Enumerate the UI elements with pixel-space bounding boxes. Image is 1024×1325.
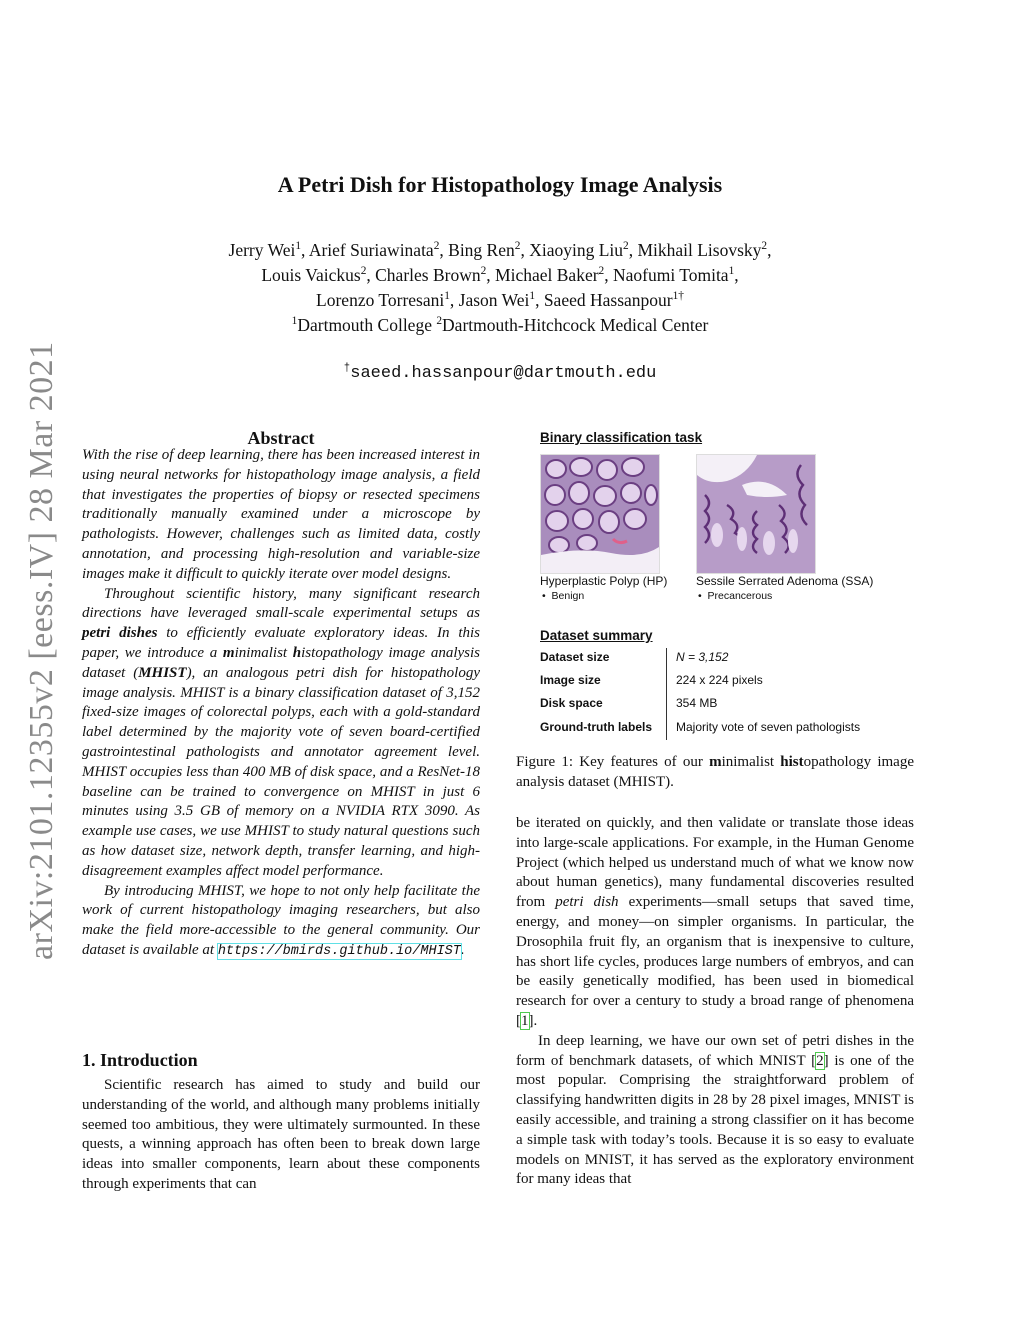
summary-row (538, 696, 918, 718)
summary-value: N = 3,152 (676, 650, 729, 664)
author-name: Lorenzo Torresani (316, 290, 445, 310)
abstract-paragraph-2: Throughout scientific history, many significant research directions have leveraged small-scale experimental setups as petri dishes to efficiently evaluate exploratory ideas. In this paper, we introduce a minimalist histopathology image analysis dataset (MHIST), an analogous petri dish for histopathology image analysis. MHIST is a binary classification dataset of 3,152 fixed-size images of colorectal polyps, each with a gold-standard label determined by the majority vote of seven board-certified gastrointestinal pathologists and annotator agreement level. MHIST occupies less than 400 MB of disk space, and a ResNet-18 baseline can be trained to convergence on MHIST in just 6 minutes using 3.5 GB of memory on a NVIDIA RTX 3090. As example use cases, we use MHIST to study natural questions such as how dataset size, network depth, transfer learning, and high-disagreement examples affect model performance. (82, 585, 481, 879)
author-line-1: Jerry Wei$^1$, Arief Suriawinata$^2$, Bing Ren$^2$, Xiaoying Liu$^2$, Mikhail Lisovsky$^2$, (228, 240, 772, 260)
summary-key: Dataset size (540, 650, 610, 664)
summary-row (538, 673, 918, 695)
author-name: Mikhail Lisovsky (637, 240, 762, 260)
author-line-2: Louis Vaickus$^2$, Charles Brown$^2$, Michael Baker$^2$, Naofumi Tomita$^1$, (261, 265, 739, 285)
citation-link[interactable]: 2 (816, 1052, 824, 1069)
email-address[interactable]: saeed.hassanpour@dartmouth.edu (350, 364, 657, 383)
ssa-sublabel: • Precancerous (698, 590, 773, 602)
author-name: Jason Wei (458, 290, 530, 310)
abstract-body (82, 446, 480, 962)
author-name: Xiaoying Liu (529, 240, 623, 260)
binary-task-heading: Binary classification task (540, 430, 703, 445)
hp-sublabel: • Benign (542, 590, 585, 602)
author-name: Louis Vaickus (261, 265, 361, 285)
arxiv-identifier: arXiv:2101.12355v2 [eess.IV] 28 Mar 2021 (23, 341, 60, 960)
author-line-3: Lorenzo Torresani$^1$, Jason Wei$^1$, Saeed Hassanpour$^{1\dagger}$ (316, 290, 684, 310)
summary-value: 224 x 224 pixels (676, 673, 763, 687)
paper-title: A Petri Dish for Histopathology Image Analysis (277, 172, 723, 197)
summary-key: Image size (540, 673, 601, 687)
affiliation-2: Dartmouth-Hitchcock Medical Center (442, 315, 709, 335)
affiliation-mark: 2 (480, 265, 487, 278)
citation-link[interactable]: 1 (521, 1012, 529, 1029)
author-name: Charles Brown (375, 265, 481, 285)
dagger-mark: † (343, 362, 351, 375)
contact-email (100, 364, 900, 383)
abstract-heading: Abstract (247, 428, 315, 448)
affiliation-mark: 1 (529, 290, 536, 303)
ssa-label: Sessile Serrated Adenoma (SSA) (696, 574, 874, 588)
abstract-paragraph-1: With the rise of deep learning, there has been increased interest in using neural networks for histopathology image analysis, a field that investigates the properties of biopsy or resected specimens traditionally manually examined under a microscope by pathologists. However, challenges such as limited data, costly annotation, and processing high-resolution and variable-size images make it difficult to quickly iterate over model designs. (82, 447, 480, 582)
affiliation-1: Dartmouth College (297, 315, 432, 335)
summary-row (538, 650, 918, 672)
author-name: Bing Ren (448, 240, 515, 260)
author-block (100, 238, 900, 338)
author-name: Arief Suriawinata (308, 240, 434, 260)
right-paragraph-1: be iterated on quickly, and then validate or translate those ideas into large-scale applications. For example, in the Human Genome Project (which helped us understand much of what we know now about human genetics), many fundamental discoveries resulted from petri dish experiments—small setups that saved time, energy, and money—on simpler organisms. In particular, the Drosophila fruit fly, an organism that is inexpensive to culture, has short life cycles, produces large numbers of embryos, and can be easily genetically modified, has been used in biomedical research for over a century to study a broad range of phenomena [1]. (516, 815, 914, 1029)
hp-tissue-image (540, 454, 660, 574)
right-column-body (516, 814, 914, 1190)
summary-row (538, 720, 918, 742)
affiliations (100, 313, 900, 338)
affiliation-mark: 2 (598, 265, 605, 278)
abstract-paragraph-3: By introducing MHIST, we hope to not only help facilitate the work of current histopathology imaging researchers, but also make the field more-accessible to the general community. Our dataset is available at https://bmirds.github.io/MHIST. (82, 882, 480, 959)
affiliation-mark: 1 (291, 315, 298, 328)
affiliation-mark: 2 (623, 240, 629, 253)
author-name: Jerry Wei (228, 240, 296, 260)
summary-heading: Dataset summary (540, 628, 653, 643)
affiliation-mark: 2 (436, 315, 443, 328)
right-paragraph-2: In deep learning, we have our own set of petri dishes in the form of benchmark datasets, of which MNIST [2] is one of the most popular. Comprising the straightforward problem of classifying handwritten digits in 28 by 28 pixel images, MNIST is easily accessible, and training a strong classifier on it has become a simple task with today’s tools. Because it is so easy to evaluate models on MNIST, it has served as the exploratory environment for many ideas that (516, 1032, 914, 1188)
affiliation-mark: 2 (514, 240, 521, 253)
summary-key: Disk space (540, 696, 603, 710)
ssa-tissue-image (696, 454, 816, 574)
introduction-body (82, 1076, 480, 1195)
author-name: Michael Baker (495, 265, 599, 285)
figure-1 (538, 430, 918, 750)
affiliation-mark: 1† (672, 290, 684, 303)
affiliation-mark: 2 (433, 240, 440, 253)
figure-1-caption: Figure 1: Key features of our minimalist histopathology image analysis dataset (MHIST). (516, 754, 914, 790)
intro-paragraph-1: Scientific research has aimed to study and build our understanding of the world, and although many problems initially seemed too ambitious, they were ultimately surmounted. In these quests, a winning approach has often been to break down large ideas into smaller components, learn about these components through experiments that can (82, 1077, 480, 1192)
author-name: Naofumi Tomita (612, 265, 729, 285)
hp-label: Hyperplastic Polyp (HP) (540, 574, 668, 588)
summary-value: 354 MB (676, 696, 718, 710)
dataset-link[interactable]: https://bmirds.github.io/MHIST (217, 943, 461, 959)
affiliation-mark: 1 (444, 290, 450, 303)
section-heading-introduction: 1. Introduction (82, 1050, 198, 1070)
affiliation-mark: 2 (761, 240, 768, 253)
summary-key: Ground-truth labels (540, 720, 652, 734)
author-name: Saeed Hassanpour (543, 290, 673, 310)
summary-value: Majority vote of seven pathologists (676, 720, 861, 734)
affiliation-mark: 1 (728, 265, 735, 278)
affiliation-mark: 1 (295, 240, 302, 253)
affiliation-mark: 2 (360, 265, 367, 278)
